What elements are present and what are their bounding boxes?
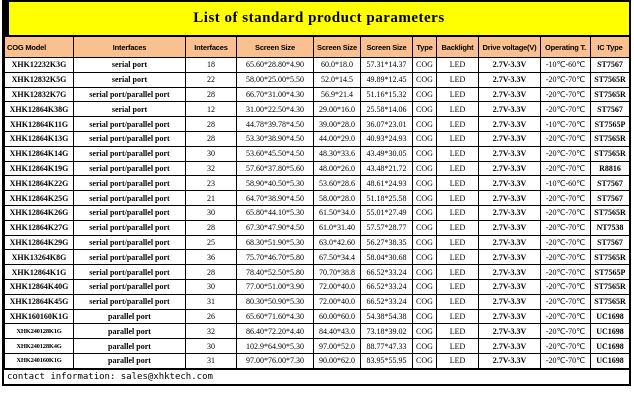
table-row [5, 235, 630, 250]
drive-voltage-cell: 2.7V-3.3V [479, 161, 541, 176]
table-row [5, 117, 630, 132]
interfaces-count-cell: 28 [186, 131, 237, 146]
type-cell: COG [413, 58, 437, 73]
drive-voltage-cell: 2.7V-3.3V [479, 235, 541, 250]
screen-size-active-cell: 56.27*38.35 [361, 235, 413, 250]
cog-model-cell: XHK12864K19G [5, 161, 74, 176]
backlight-cell: LED [437, 146, 479, 161]
cog-model-cell: XHK12864K26G [5, 205, 74, 220]
backlight-cell: LED [437, 191, 479, 206]
interfaces-cell: serial port/parallel port [74, 265, 186, 280]
drive-voltage-cell: 2.7V-3.3V [479, 117, 541, 132]
backlight-cell: LED [437, 102, 479, 117]
operating-temp-cell: -20℃-70℃ [541, 265, 591, 280]
type-cell: COG [413, 309, 437, 324]
drive-voltage-cell: 2.7V-3.3V [479, 87, 541, 102]
table-row [5, 353, 630, 368]
ic-type-cell: ST7565R [591, 294, 630, 309]
table-row [5, 161, 630, 176]
col-header-screen-size-outline: Screen Size [237, 37, 314, 58]
screen-size-outline-cell: 57.60*37.80*5.60 [237, 161, 314, 176]
ic-type-cell: UC1698 [591, 324, 630, 339]
operating-temp-cell: -20℃-70℃ [541, 146, 591, 161]
interfaces-cell: parallel port [74, 324, 186, 339]
operating-temp-cell: -20℃-70℃ [541, 324, 591, 339]
ic-type-cell: R8816 [591, 161, 630, 176]
type-cell: COG [413, 102, 437, 117]
interfaces-count-cell: 26 [186, 309, 237, 324]
screen-size-outline-cell: 65.80*44.10*5.30 [237, 205, 314, 220]
interfaces-count-cell: 30 [186, 146, 237, 161]
interfaces-count-cell: 25 [186, 235, 237, 250]
ic-type-cell: ST7567 [591, 235, 630, 250]
ic-type-cell: NT7538 [591, 220, 630, 235]
screen-size-active-cell: 57.57*28.77 [361, 220, 413, 235]
interfaces-cell: serial port [74, 58, 186, 73]
page-title: List of standard product parameters [193, 10, 445, 26]
drive-voltage-cell: 2.7V-3.3V [479, 72, 541, 87]
table-row [5, 72, 630, 87]
cog-model-cell: XHK12864K22G [5, 176, 74, 191]
operating-temp-cell: -20℃-70℃ [541, 220, 591, 235]
table-body [5, 58, 630, 369]
interfaces-count-cell: 18 [186, 58, 237, 73]
col-header-cog-model: COG Model [5, 37, 74, 58]
drive-voltage-cell: 2.7V-3.3V [479, 265, 541, 280]
interfaces-count-cell: 36 [186, 250, 237, 265]
backlight-cell: LED [437, 72, 479, 87]
screen-size-active-cell: 51.16*15.32 [361, 87, 413, 102]
drive-voltage-cell: 2.7V-3.3V [479, 250, 541, 265]
drive-voltage-cell: 2.7V-3.3V [479, 102, 541, 117]
screen-size-view-cell: 70.70*38.8 [314, 265, 361, 280]
drive-voltage-cell: 2.7V-3.3V [479, 146, 541, 161]
screen-size-active-cell: 58.04*30.68 [361, 250, 413, 265]
col-header-drive-voltage: Drive voltage(V) [479, 37, 541, 58]
cog-model-cell: XHK12832K7G [5, 87, 74, 102]
screen-size-active-cell: 54.38*54.38 [361, 309, 413, 324]
interfaces-count-cell: 23 [186, 176, 237, 191]
table-row [5, 309, 630, 324]
screen-size-active-cell: 73.18*39.02 [361, 324, 413, 339]
type-cell: COG [413, 72, 437, 87]
operating-temp-cell: -20℃-70℃ [541, 339, 591, 354]
type-cell: COG [413, 353, 437, 368]
type-cell: COG [413, 250, 437, 265]
table-row [5, 191, 630, 206]
screen-size-view-cell: 67.50*34.4 [314, 250, 361, 265]
screen-size-active-cell: 36.07*23.01 [361, 117, 413, 132]
col-header-operating-temp: Operating T. [541, 37, 591, 58]
col-header-interfaces: Interfaces [74, 37, 186, 58]
screen-size-active-cell: 43.49*30.05 [361, 146, 413, 161]
cog-model-cell: XHK12832K5G [5, 72, 74, 87]
interfaces-cell: serial port/parallel port [74, 294, 186, 309]
drive-voltage-cell: 2.7V-3.3V [479, 324, 541, 339]
type-cell: COG [413, 87, 437, 102]
screen-size-view-cell: 61.0*31.40 [314, 220, 361, 235]
backlight-cell: LED [437, 353, 479, 368]
screen-size-active-cell: 66.52*33.24 [361, 294, 413, 309]
operating-temp-cell: -20℃-70℃ [541, 353, 591, 368]
interfaces-count-cell: 21 [186, 191, 237, 206]
ic-type-cell: ST7565R [591, 87, 630, 102]
screen-size-outline-cell: 53.60*45.50*4.50 [237, 146, 314, 161]
cog-model-cell: XHK12864K25G [5, 191, 74, 206]
screen-size-active-cell: 66.52*33.24 [361, 279, 413, 294]
interfaces-cell: serial port/parallel port [74, 131, 186, 146]
screen-size-view-cell: 72.00*40.0 [314, 279, 361, 294]
drive-voltage-cell: 2.7V-3.3V [479, 205, 541, 220]
type-cell: COG [413, 220, 437, 235]
interfaces-cell: parallel port [74, 309, 186, 324]
type-cell: COG [413, 176, 437, 191]
screen-size-active-cell: 88.77*47.33 [361, 339, 413, 354]
screen-size-outline-cell: 68.30*51.90*5.30 [237, 235, 314, 250]
screen-size-active-cell: 40.93*24.93 [361, 131, 413, 146]
interfaces-count-cell: 32 [186, 161, 237, 176]
cog-model-cell: XHK240128K4G [5, 339, 74, 354]
screen-size-view-cell: 44.00*29.0 [314, 131, 361, 146]
table-row [5, 279, 630, 294]
backlight-cell: LED [437, 265, 479, 280]
table-row [5, 250, 630, 265]
table-row [5, 102, 630, 117]
interfaces-count-cell: 32 [186, 324, 237, 339]
ic-type-cell: ST7565R [591, 279, 630, 294]
screen-size-view-cell: 48.00*26.0 [314, 161, 361, 176]
interfaces-cell: serial port/parallel port [74, 191, 186, 206]
screen-size-active-cell: 66.52*33.24 [361, 265, 413, 280]
header-row [5, 37, 630, 58]
type-cell: COG [413, 235, 437, 250]
type-cell: COG [413, 279, 437, 294]
col-header-screen-size-view: Screen Size [314, 37, 361, 58]
screen-size-view-cell: 52.0*14.5 [314, 72, 361, 87]
cog-model-cell: XHK12864K45G [5, 294, 74, 309]
type-cell: COG [413, 265, 437, 280]
screen-size-outline-cell: 44.78*39.78*4.50 [237, 117, 314, 132]
screen-size-active-cell: 83.95*55.95 [361, 353, 413, 368]
interfaces-cell: serial port/parallel port [74, 220, 186, 235]
cog-model-cell: XHK12864K1G [5, 265, 74, 280]
screen-size-outline-cell: 67.30*47.90*4.50 [237, 220, 314, 235]
screen-size-active-cell: 51.18*25.58 [361, 191, 413, 206]
table-row [5, 220, 630, 235]
table-row [5, 339, 630, 354]
screen-size-outline-cell: 102.9*64.90*5.30 [237, 339, 314, 354]
screen-size-outline-cell: 64.70*38.90*4.50 [237, 191, 314, 206]
ic-type-cell: ST7565R [591, 131, 630, 146]
operating-temp-cell: -20℃-70℃ [541, 250, 591, 265]
screen-size-outline-cell: 58.00*25.00*5.50 [237, 72, 314, 87]
ic-type-cell: ST7567 [591, 191, 630, 206]
backlight-cell: LED [437, 87, 479, 102]
drive-voltage-cell: 2.7V-3.3V [479, 294, 541, 309]
operating-temp-cell: -20℃-70℃ [541, 191, 591, 206]
screen-size-active-cell: 49.89*12.45 [361, 72, 413, 87]
backlight-cell: LED [437, 339, 479, 354]
screen-size-view-cell: 63.0*42.60 [314, 235, 361, 250]
operating-temp-cell: -20℃-70℃ [541, 279, 591, 294]
type-cell: COG [413, 161, 437, 176]
type-cell: COG [413, 339, 437, 354]
operating-temp-cell: -20℃-70℃ [541, 294, 591, 309]
interfaces-count-cell: 31 [186, 353, 237, 368]
interfaces-count-cell: 30 [186, 279, 237, 294]
contact-info: contact information: sales@xhktech.com [7, 371, 213, 382]
screen-size-active-cell: 55.01*27.49 [361, 205, 413, 220]
screen-size-outline-cell: 66.70*31.00*4.30 [237, 87, 314, 102]
interfaces-count-cell: 28 [186, 87, 237, 102]
ic-type-cell: ST7565P [591, 265, 630, 280]
screen-size-view-cell: 53.60*28.6 [314, 176, 361, 191]
cog-model-cell: XHK12864K38G [5, 102, 74, 117]
operating-temp-cell: -10℃-60℃ [541, 176, 591, 191]
ic-type-cell: UC1698 [591, 309, 630, 324]
screen-size-outline-cell: 75.70*46.70*5.80 [237, 250, 314, 265]
type-cell: COG [413, 324, 437, 339]
interfaces-cell: serial port/parallel port [74, 87, 186, 102]
screen-size-view-cell: 39.00*28.0 [314, 117, 361, 132]
interfaces-cell: serial port/parallel port [74, 279, 186, 294]
ic-type-cell: ST7567 [591, 58, 630, 73]
interfaces-count-cell: 22 [186, 72, 237, 87]
type-cell: COG [413, 191, 437, 206]
screen-size-view-cell: 48.30*33.6 [314, 146, 361, 161]
interfaces-cell: serial port/parallel port [74, 205, 186, 220]
type-cell: COG [413, 146, 437, 161]
backlight-cell: LED [437, 235, 479, 250]
screen-size-active-cell: 57.31*14.37 [361, 58, 413, 73]
col-header-ic-type: IC Type [591, 37, 630, 58]
ic-type-cell: ST7567 [591, 176, 630, 191]
screen-size-outline-cell: 58.90*40.50*5.30 [237, 176, 314, 191]
ic-type-cell: UC1698 [591, 339, 630, 354]
cog-model-cell: XHK12864K29G [5, 235, 74, 250]
type-cell: COG [413, 117, 437, 132]
screen-size-outline-cell: 65.60*71.60*4.30 [237, 309, 314, 324]
col-header-backlight: Backlight [437, 37, 479, 58]
screen-size-view-cell: 72.00*40.0 [314, 294, 361, 309]
interfaces-cell: serial port/parallel port [74, 146, 186, 161]
cog-model-cell: XHK12864K14G [5, 146, 74, 161]
type-cell: COG [413, 131, 437, 146]
interfaces-count-cell: 31 [186, 294, 237, 309]
cog-model-cell: XHK240160K1G [5, 353, 74, 368]
backlight-cell: LED [437, 58, 479, 73]
operating-temp-cell: -20℃-70℃ [541, 87, 591, 102]
screen-size-outline-cell: 53.30*38.90*4.50 [237, 131, 314, 146]
screen-size-outline-cell: 65.60*28.80*4.90 [237, 58, 314, 73]
backlight-cell: LED [437, 131, 479, 146]
title-bar [4, 2, 629, 36]
drive-voltage-cell: 2.7V-3.3V [479, 58, 541, 73]
table-row [5, 146, 630, 161]
screen-size-outline-cell: 80.30*50.90*5.30 [237, 294, 314, 309]
interfaces-count-cell: 30 [186, 339, 237, 354]
screen-size-view-cell: 97.00*52.0 [314, 339, 361, 354]
table-row [5, 87, 630, 102]
operating-temp-cell: -20℃-70℃ [541, 131, 591, 146]
backlight-cell: LED [437, 279, 479, 294]
spec-sheet [2, 0, 631, 386]
cog-model-cell: XHK12864K40G [5, 279, 74, 294]
screen-size-active-cell: 48.61*24.93 [361, 176, 413, 191]
screen-size-outline-cell: 31.00*22.50*4.30 [237, 102, 314, 117]
cog-model-cell: XHK240128K1G [5, 324, 74, 339]
drive-voltage-cell: 2.7V-3.3V [479, 353, 541, 368]
ic-type-cell: UC1698 [591, 353, 630, 368]
table-row [5, 58, 630, 73]
product-parameters-table [4, 36, 630, 369]
screen-size-active-cell: 43.48*21.72 [361, 161, 413, 176]
interfaces-count-cell: 28 [186, 265, 237, 280]
interfaces-cell: serial port [74, 102, 186, 117]
screen-size-view-cell: 29.00*16.0 [314, 102, 361, 117]
col-header-type: Type [413, 37, 437, 58]
col-header-interfaces-count: Interfaces [186, 37, 237, 58]
screen-size-view-cell: 84.40*43.0 [314, 324, 361, 339]
type-cell: COG [413, 294, 437, 309]
backlight-cell: LED [437, 205, 479, 220]
operating-temp-cell: -20℃-70℃ [541, 235, 591, 250]
cog-model-cell: XHK12864K11G [5, 117, 74, 132]
table-row [5, 265, 630, 280]
ic-type-cell: ST7565R [591, 146, 630, 161]
operating-temp-cell: -10℃-60℃ [541, 58, 591, 73]
backlight-cell: LED [437, 220, 479, 235]
drive-voltage-cell: 2.7V-3.3V [479, 220, 541, 235]
table-row [5, 176, 630, 191]
table-header [5, 37, 630, 58]
interfaces-cell: parallel port [74, 339, 186, 354]
backlight-cell: LED [437, 309, 479, 324]
backlight-cell: LED [437, 324, 479, 339]
table-row [5, 324, 630, 339]
cog-model-cell: XHK12864K13G [5, 131, 74, 146]
screen-size-view-cell: 60.0*18.0 [314, 58, 361, 73]
interfaces-cell: serial port/parallel port [74, 161, 186, 176]
screen-size-active-cell: 25.58*14.06 [361, 102, 413, 117]
cog-model-cell: XHK12232K3G [5, 58, 74, 73]
screen-size-outline-cell: 86.40*72.20*4.40 [237, 324, 314, 339]
footer-bar [4, 369, 629, 384]
table-row [5, 205, 630, 220]
backlight-cell: LED [437, 176, 479, 191]
interfaces-cell: serial port/parallel port [74, 235, 186, 250]
drive-voltage-cell: 2.7V-3.3V [479, 339, 541, 354]
ic-type-cell: ST7565R [591, 72, 630, 87]
ic-type-cell: ST7565P [591, 117, 630, 132]
backlight-cell: LED [437, 117, 479, 132]
type-cell: COG [413, 205, 437, 220]
interfaces-count-cell: 28 [186, 117, 237, 132]
operating-temp-cell: -20℃-70℃ [541, 102, 591, 117]
cog-model-cell: XHK160160K1G [5, 309, 74, 324]
ic-type-cell: ST7565R [591, 205, 630, 220]
operating-temp-cell: -20℃-70℃ [541, 205, 591, 220]
operating-temp-cell: -20℃-70℃ [541, 309, 591, 324]
table-row [5, 131, 630, 146]
interfaces-count-cell: 30 [186, 205, 237, 220]
screen-size-outline-cell: 77.00*51.00*3.90 [237, 279, 314, 294]
screen-size-view-cell: 60.00*60.0 [314, 309, 361, 324]
backlight-cell: LED [437, 250, 479, 265]
interfaces-cell: serial port/parallel port [74, 250, 186, 265]
ic-type-cell: ST7567 [591, 102, 630, 117]
interfaces-cell: serial port/parallel port [74, 117, 186, 132]
table-row [5, 294, 630, 309]
drive-voltage-cell: 2.7V-3.3V [479, 279, 541, 294]
screen-size-view-cell: 56.9*21.4 [314, 87, 361, 102]
backlight-cell: LED [437, 161, 479, 176]
drive-voltage-cell: 2.7V-3.3V [479, 191, 541, 206]
operating-temp-cell: -20℃-70℃ [541, 72, 591, 87]
drive-voltage-cell: 2.7V-3.3V [479, 131, 541, 146]
drive-voltage-cell: 2.7V-3.3V [479, 176, 541, 191]
interfaces-cell: parallel port [74, 353, 186, 368]
screen-size-view-cell: 58.00*28.0 [314, 191, 361, 206]
screen-size-view-cell: 90.00*62.0 [314, 353, 361, 368]
cog-model-cell: XHK13264K8G [5, 250, 74, 265]
interfaces-count-cell: 12 [186, 102, 237, 117]
backlight-cell: LED [437, 294, 479, 309]
screen-size-view-cell: 61.50*34.0 [314, 205, 361, 220]
operating-temp-cell: -20℃-70℃ [541, 161, 591, 176]
cog-model-cell: XHK12864K27G [5, 220, 74, 235]
screen-size-outline-cell: 78.40*52.50*5.80 [237, 265, 314, 280]
drive-voltage-cell: 2.7V-3.3V [479, 309, 541, 324]
interfaces-cell: serial port/parallel port [74, 176, 186, 191]
operating-temp-cell: -10℃-70℃ [541, 117, 591, 132]
screen-size-outline-cell: 97.00*76.00*7.30 [237, 353, 314, 368]
ic-type-cell: ST7565R [591, 250, 630, 265]
interfaces-cell: serial port [74, 72, 186, 87]
interfaces-count-cell: 28 [186, 220, 237, 235]
col-header-screen-size-active: Screen Size [361, 37, 413, 58]
